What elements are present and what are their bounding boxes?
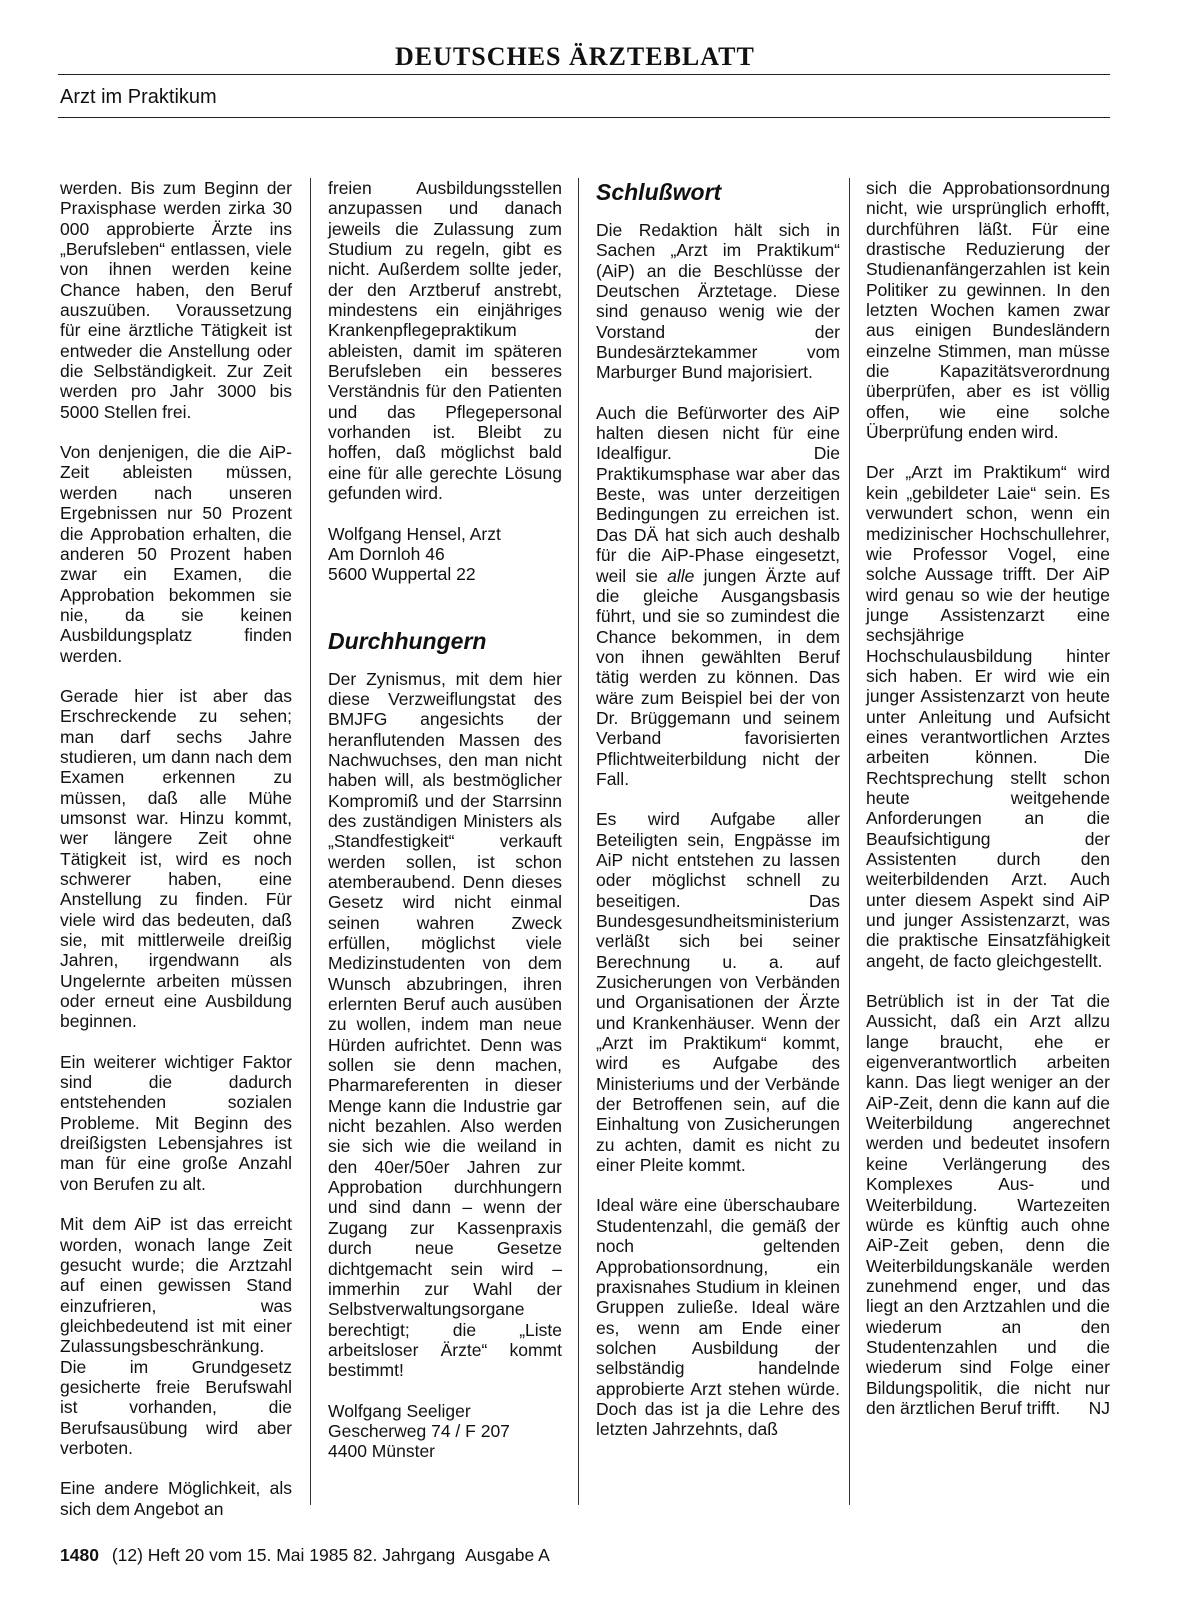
- signature-line: 5600 Wuppertal 22: [328, 564, 476, 585]
- column-divider: [849, 178, 850, 1505]
- section-title: Arzt im Praktikum: [60, 86, 217, 108]
- masthead: DEUTSCHES ÄRZTEBLATT: [395, 42, 755, 71]
- page-number: 1480: [60, 1545, 99, 1565]
- header-rule-bottom: [58, 117, 1110, 118]
- signature-line: Gescherweg 74 / F 207: [328, 1420, 510, 1441]
- column-1: [60, 178, 292, 1539]
- column-divider: [578, 178, 579, 1505]
- paragraph: Von denjenigen, die die AiP-Zeit ableisten müssen, werden nach unseren Ergebnissen nur 50 Prozent die Approbation erhalten, die anderen 50 Prozent haben zwar ein Examen, die Approbation bekommen sie nie, da sie keinen Ausbildungsplatz finden werden.: [60, 442, 292, 666]
- text-run: Betrüblich ist in der Tat die Aussicht, daß ein Arzt allzu lange braucht, ehe er eigenverantwortlich arbeiten kann. Das liegt weniger an der AiP-Zeit, denn die kann auf die Weiterbildung angerechnet werden und bedeutet insofern keine Verlängerung des Komplexes Aus- und Weiterbildung. Wartezeiten würde es künftig auch ohne AiP-Zeit geben, denn die Weiterbildungskanäle werden zunehmend enger, und das liegt an den Arztzahlen und die wiederum an den Studentenzahlen und die wiederum sind Folge einer Bildungspolitik, die nicht nur den ärztlichen Beruf trifft.: [866, 991, 1110, 1418]
- paragraph: Der „Arzt im Praktikum“ wird kein „gebildeter Laie“ sein. Es verwundert schon, wenn ein medizinischer Hochschullehrer, wie Professor Vogel, eine solche Aussage trifft. Der AiP wird genau so wie der heutige junge Assistenzarzt eine sechsjährige Hochschulausbildung hinter sich haben. Er wird wie ein junger Assistenzarzt von heute unter Anleitung und Aufsicht eines verantwortlichen Arztes arbeiten können. Die Rechtsprechung stellt schon heute weitgehende Anforderungen an die Beaufsichtigung der Assistenten durch den weiterbildenden Arzt. Auch unter diesem Aspekt sind AiP und junger Assistenzarzt, was die praktische Einsatzfähigkeit angeht, de facto gleichgestellt.: [866, 462, 1110, 971]
- issue-info: (12) Heft 20 vom 15. Mai 1985 82. Jahrgang: [111, 1545, 456, 1565]
- signature-line: 4400 Münster: [328, 1441, 436, 1462]
- paragraph: Gerade hier ist aber das Erschreckende zu sehen; man darf sechs Jahre studieren, um dann nach dem Examen erkennen zu müssen, daß alle Mühe umsonst war. Hinzu kommt, wer längere Zeit ohne Tätigkeit ist, wird es noch schwerer haben, eine Anstellung zu finden. Für viele wird das bedeuten, daß sie, mit mittlerweile dreißig Jahren, irgendwann als Ungelernte arbeiten müssen oder erneut eine Ausbildung beginnen.: [60, 685, 292, 1032]
- paragraph: werden. Bis zum Beginn der Praxisphase werden zirka 30 000 approbierte Ärzte ins „Berufsleben“ entlassen, viele von ihnen werden keine Chance haben, den Beruf auszuüben. Voraussetzung für eine ärztliche Tätigkeit ist entweder die Anstellung oder die Selbständigkeit. Zur Zeit werden pro Jahr 3000 bis 5000 Stellen frei.: [60, 178, 292, 422]
- paragraph: Mit dem AiP ist das erreicht worden, wonach lange Zeit gesucht wurde; die Arztzahl auf einen gewissen Stand einzufrieren, was gleichbedeutend ist mit einer Zulassungsbeschränkung. Die im Grundgesetz gesicherte freie Berufswahl ist vorhanden, die Berufsausübung wird aber verboten.: [60, 1214, 292, 1458]
- column-divider: [310, 178, 311, 1505]
- letter-signature: [328, 524, 562, 585]
- signature-line: Wolfgang Seeliger: [328, 1400, 471, 1421]
- author-initials: NJ: [1088, 1397, 1110, 1418]
- column-3: [596, 178, 840, 1460]
- signature-line: Wolfgang Hensel, Arzt: [328, 523, 501, 544]
- column-4: [866, 178, 1110, 1418]
- paragraph: Ideal wäre eine überschaubare Studentenzahl, die gemäß der noch geltenden Approbationsordnung, ein praxisnahes Studium in kleinen Gruppen zuließe. Ideal wäre es, wenn am Ende einer solchen Ausbildung der selbständig handelnde approbierte Arzt stehen würde. Doch das ist ja die Lehre des letzten Jahrzehnts, daß: [596, 1195, 840, 1440]
- page-footer: [60, 1545, 556, 1566]
- header-rule-top: [58, 74, 1110, 75]
- text-run: jungen Ärzte auf die gleiche Ausgangsbasis führt, und sie so zumindest die Chance bekommen, in dem von ihnen gewählten Beruf tätig werden zu können. Das wäre zum Beispiel bei der von Dr. Brüggemann und seinem Verband favorisierten Pflichtweiterbildung nicht der Fall.: [596, 565, 840, 789]
- editorial-heading: Schlußwort: [596, 179, 722, 205]
- paragraph: Die Redaktion hält sich in Sachen „Arzt im Praktikum“ (AiP) an die Beschlüsse der Deutschen Ärztetage. Diese sind genauso wenig wie der Vorstand der Bundesärztekammer vom Marburger Bund majorisiert.: [596, 220, 840, 383]
- edition-info: Ausgabe A: [465, 1545, 550, 1565]
- letter-signature: [328, 1401, 562, 1462]
- paragraph: [866, 991, 1110, 1418]
- paragraph: Ein weiterer wichtiger Faktor sind die dadurch entstehenden sozialen Probleme. Mit Beginn des dreißigsten Lebensjahres ist man für eine große Anzahl von Berufen zu alt.: [60, 1051, 292, 1194]
- paragraph: Es wird Aufgabe aller Beteiligten sein, Engpässe im AiP nicht entstehen zu lassen oder möglichst schnell zu beseitigen. Das Bundesgesundheitsministerium verläßt sich bei seiner Berechnung u. a. auf Zusicherungen von Verbänden und Organisationen der Ärzte und Krankenhäuser. Wenn der „Arzt im Praktikum“ kommt, wird es Aufgabe des Ministeriums und der Verbände der Betroffenen sein, auf die Einhaltung von Zusicherungen zu achten, damit es nicht zu einer Pleite kommt.: [596, 809, 840, 1176]
- paragraph: Der Zynismus, mit dem hier diese Verzweiflungstat des BMJFG angesichts der heranflutenden Massen des Nachwuchses, den man nicht haben will, als bestmöglicher Kompromiß und der Starrsinn des zuständigen Ministers als „Standfestigkeit“ verkauft werden sollen, ist schon atemberaubend. Denn dieses Gesetz wird nicht einmal seinen wahren Zweck erfüllen, möglichst viele Medizinstudenten von dem Wunsch abzubringen, ihren erlernten Beruf auch ausüben zu wollen, indem man neue Hürden aufrichtet. Denn was sollen sie denn machen, Pharmareferenten in dieser Menge kann die Industrie gar nicht bezahlen. Also werden sie sich wie die weiland in den 40er/50er Jahren zur Approbation durchhungern und sind dann – wenn der Zugang zur Kassenpraxis durch neue Gesetze dichtgemacht sein wird – immerhin zur Wahl der Selbstverwaltungsorgane berechtigt; die „Liste arbeitsloser Ärzte“ kommt bestimmt!: [328, 668, 562, 1381]
- paragraph: freien Ausbildungsstellen anzupassen und danach jeweils die Zulassung zum Studium zu regeln, gibt es nicht. Außerdem sollte jeder, der den Arztberuf anstrebt, mindestens ein einjähriges Krankenpflegepraktikum ableisten, damit im späteren Berufsleben ein besseres Verständnis für den Patienten und das Pflegepersonal vorhanden ist. Bleibt zu hoffen, daß möglichst bald eine für alle gerechte Lösung gefunden wird.: [328, 178, 562, 504]
- column-2: [328, 178, 562, 1462]
- paragraph: Eine andere Möglichkeit, als sich dem Angebot an: [60, 1478, 292, 1519]
- letter-heading: Durchhungern: [328, 627, 487, 654]
- text-run: Auch die Befürworter des AiP halten diesen nicht für eine Idealfigur. Die Praktikumsphase war aber das Beste, was unter derzeitigen Bedingungen zu erreichen ist. Das DÄ hat sich auch deshalb für die AiP-Phase eingesetzt, weil sie: [596, 402, 840, 586]
- emphasis: alle: [667, 565, 695, 586]
- paragraph: [596, 403, 840, 790]
- paragraph: sich die Approbationsordnung nicht, wie ursprünglich erhofft, durchführen läßt. Für eine drastische Reduzierung der Studienanfängerzahlen ist kein Politiker zu gewinnen. In den letzten Wochen kamen zwar aus einigen Bundesländern einzelne Stimmen, man müsse die Kapazitätsverordnung überprüfen, aber es ist völlig offen, wie eine solche Überprüfung enden wird.: [866, 178, 1110, 443]
- signature-line: Am Dornloh 46: [328, 543, 445, 564]
